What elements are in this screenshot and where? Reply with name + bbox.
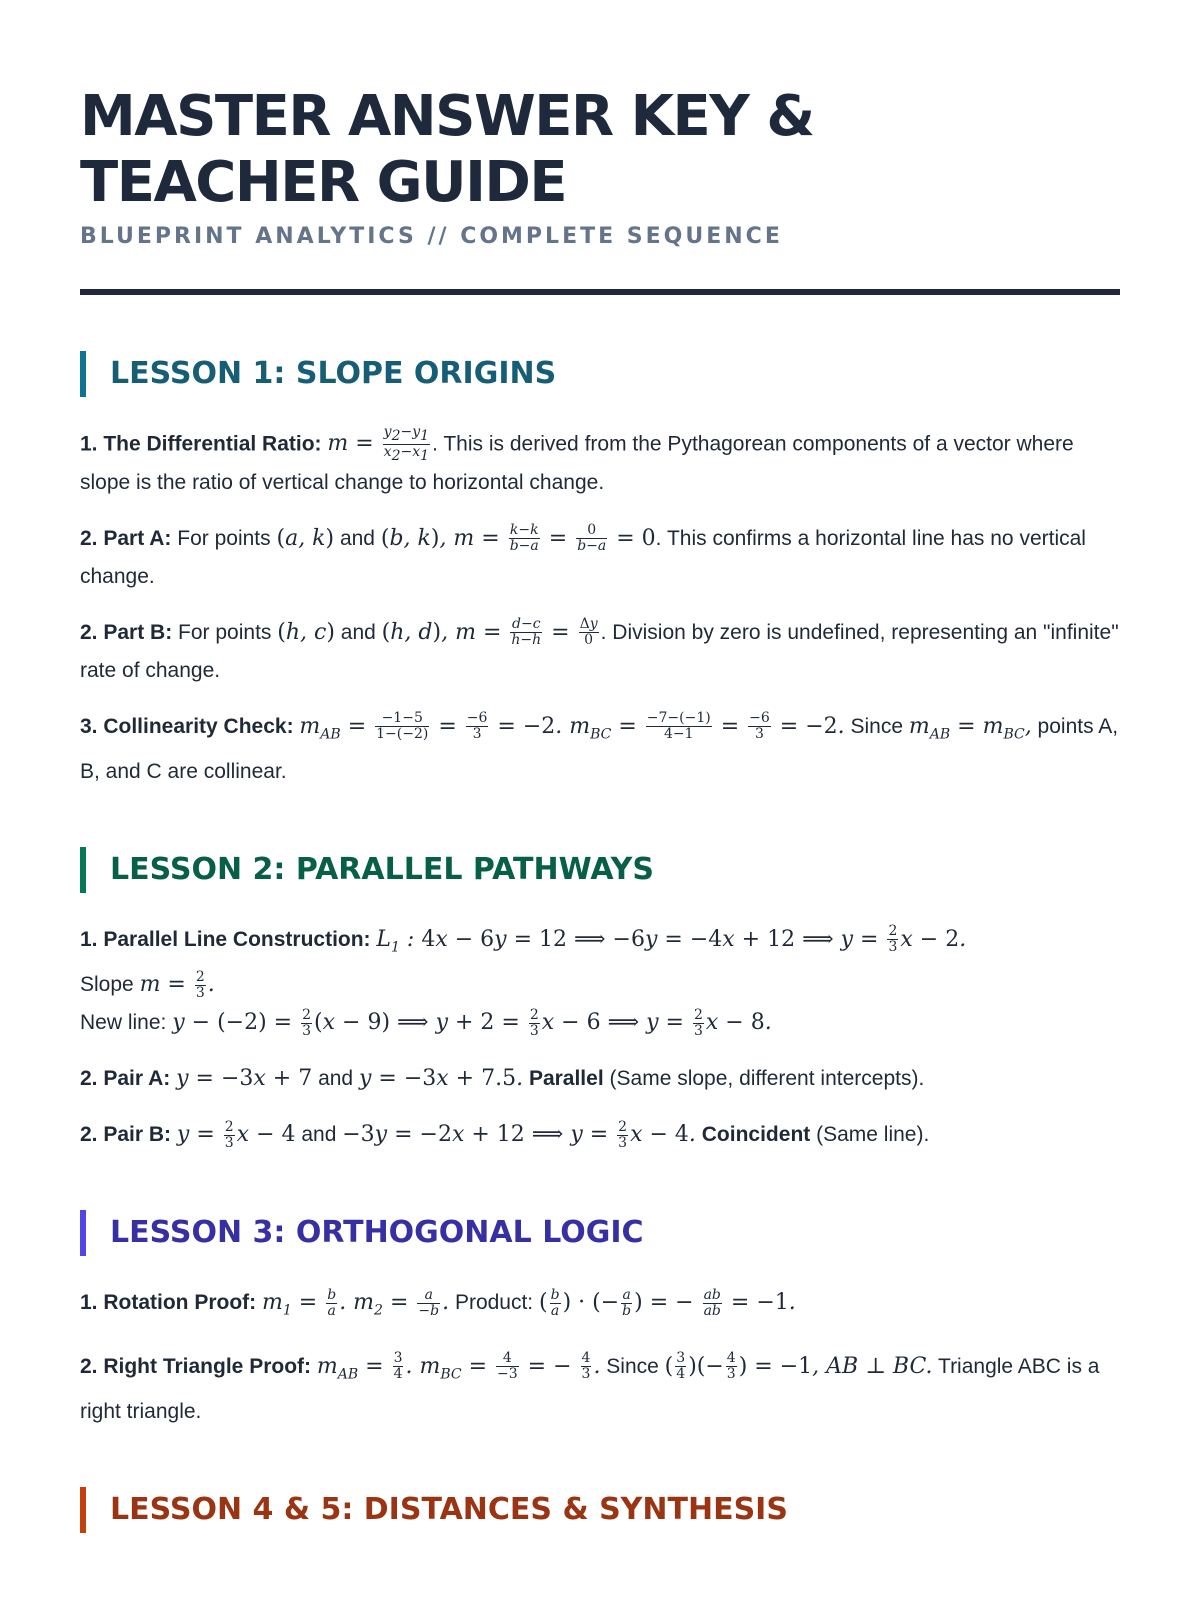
lesson-2-item-3 [80,1116,1120,1154]
lesson-3-section [80,1210,1120,1431]
math-expression: $m_{AB}$ = $\frac{3}{4}$ . $m_{BC}$ = $\frac{4}{-3}$ = − $\frac{4}{3}$ . [316,1350,601,1383]
item-label: 2. Part B: [80,620,173,644]
word-for-points: For points [177,526,271,550]
word-and: and [339,526,375,550]
math-expression: y = −3x + 7.5. [358,1066,524,1092]
lesson-2-item-2 [80,1060,1120,1098]
math-expression: (h, c) [277,619,335,645]
lesson-1-item-3 [80,614,1120,690]
math-expression: $m_1$ = $\frac{b}{a}$ . $m_2$ = $\frac{a}{-b}$ . [262,1286,450,1319]
title-line-1: MASTER ANSWER KEY & [80,84,814,149]
page-title [80,0,1120,216]
item-label: 2. Part A: [80,526,172,550]
lesson-1-item-2 [80,520,1120,596]
lesson-4-5-heading: LESSON 4 & 5: DISTANCES & SYNTHESIS [80,1487,1120,1533]
pair-b-result: Coincident [701,1123,811,1147]
word-and: and [318,1067,354,1091]
word-and: and [340,620,376,644]
slope-formula: m = $\frac{y_2-y_1}{x_2-x_1}$ [327,424,430,464]
item-text: Triangle ABC is a right triangle. [80,1354,1100,1424]
lesson-2-section [80,847,1120,1154]
math-expression: $m_{AB} = m_{BC}$, [908,713,1032,742]
lesson-1-section [80,351,1120,791]
math-expression: $m_{AB}$ = $\frac{-1-5}{1-(-2)}$ = $\frac{-6}{3}$ = −2. $m_{BC}$ = $\frac{-7-(-1)}{4-1}$ = $\frac{-6}{3}$ = −2. [299,710,845,743]
lesson-3-item-1 [80,1284,1120,1329]
math-expression: m = $\frac{2}{3}$ . [139,968,215,1001]
pair-a-note: (Same slope, different intercepts). [609,1067,925,1091]
item-label: 1. The Differential Ratio: [80,432,322,456]
lesson-3-heading: LESSON 3: ORTHOGONAL LOGIC [80,1210,1120,1256]
item-label: 2. Pair B: [80,1123,172,1147]
math-expression: ( $\frac{b}{a}$ ) · (− $\frac{a}{b}$ ) = − $\frac{ab}{ab}$ = −1. [539,1286,796,1319]
product-label: Product: [454,1291,534,1315]
item-label: 2. Pair A: [80,1067,171,1091]
math-expression: (b, k), m = $\frac{k-k}{b-a}$ = $\frac{0}{b-a}$ = 0 [380,522,656,555]
lesson-4-5-section [80,1487,1120,1533]
header-divider [80,289,1120,295]
math-expression: y − (−2) = $\frac{2}{3}$ (x − 9) ⟹ y + 2 = $\frac{2}{3}$ x − 6 ⟹ y = $\frac{2}{3}$ x − 8. [172,1006,772,1039]
math-expression: (h, d), m = $\frac{d-c}{h-h}$ = $\frac{\Delta y}{0}$ [381,616,598,649]
item-text: . This confirms a horizontal line has no vertical change. [80,526,1086,588]
slope-label: Slope [80,973,134,997]
item-label: 1. Rotation Proof: [80,1291,257,1315]
new-line-label: New line: [80,1011,167,1035]
item-text: . This is derived from the Pythagorean components of a vector where slope is the ratio of vertical change to horizontal change. [80,432,1074,494]
word-for-points: For points [178,620,272,644]
page-subtitle: BLUEPRINT ANALYTICS // COMPLETE SEQUENCE [80,224,783,249]
pair-a-result: Parallel [528,1067,604,1091]
word-since: Since [606,1354,659,1378]
word-and: and [301,1123,337,1147]
math-expression: y = −3x + 7 [176,1066,313,1092]
item-label: 2. Right Triangle Proof: [80,1354,312,1378]
lesson-2-item-1 [80,921,1120,1042]
item-label: 1. Parallel Line Construction: [80,927,371,951]
lesson-2-heading: LESSON 2: PARALLEL PATHWAYS [80,847,1120,893]
lesson-1-item-4 [80,708,1120,791]
math-expression: −3y = −2x + 12 ⟹ y = $\frac{2}{3}$ x − 4. [342,1118,696,1151]
item-text: points A, B, and C are collinear. [80,714,1119,783]
item-label: 3. Collinearity Check: [80,714,294,738]
lesson-1-item-1 [80,425,1120,502]
word-since: Since [850,714,904,738]
title-line-2: TEACHER GUIDE [80,150,567,215]
lesson-3-item-2 [80,1348,1120,1431]
math-expression: ( $\frac{3}{4}$ )(− $\frac{4}{3}$ ) = −1, AB ⊥ BC. [664,1350,933,1383]
math-expression: (a, k) [276,525,335,551]
item-text: . Division by zero is undefined, representing an "infinite" rate of change. [80,620,1119,682]
math-expression: y = $\frac{2}{3}$ x − 4 [176,1118,296,1151]
lesson-1-heading: LESSON 1: SLOPE ORIGINS [80,351,1120,397]
math-expression: $L_1$ : 4x − 6y = 12 ⟹ −6y = −4x + 12 ⟹ y = $\frac{2}{3}$ x − 2. [376,923,967,956]
pair-b-note: (Same line). [816,1123,930,1147]
